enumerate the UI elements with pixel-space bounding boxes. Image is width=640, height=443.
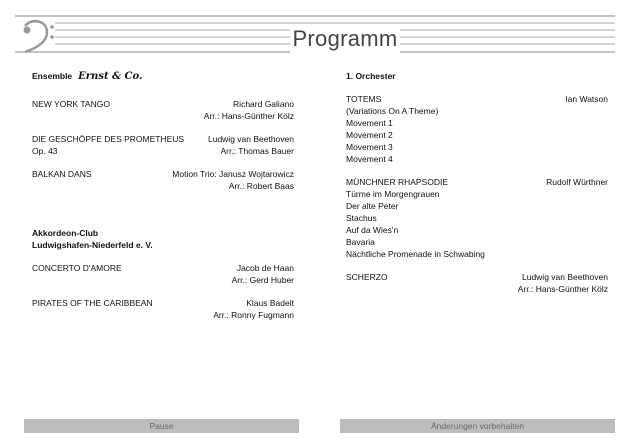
composer: Ludwig van Beethoven <box>207 134 294 144</box>
header-banner <box>15 14 615 54</box>
ensemble-name: Ernst & Co. <box>78 71 143 82</box>
composer: Richard Galiano <box>233 99 294 109</box>
movement: Türme im Morgengrauen <box>346 189 440 199</box>
composer: Jacob de Haan <box>236 263 294 273</box>
bass-clef-icon <box>17 16 57 54</box>
ensemble-label: Ensemble <box>32 71 73 81</box>
movement: Movement 3 <box>346 142 393 152</box>
arranger: Arr.: Ronny Fugmann <box>213 310 294 320</box>
arranger: Arr.: Hans-Günther Kölz <box>203 111 294 121</box>
piece-title: SCHERZO <box>346 272 388 282</box>
left-column <box>32 70 294 321</box>
program-item <box>32 133 294 157</box>
composer: Ian Watson <box>565 94 608 104</box>
arranger: Arr.: Hans-Günther Kölz <box>517 284 608 294</box>
program-item <box>32 297 294 321</box>
composer: Motion Trio: Janusz Wojtarowicz <box>172 169 294 179</box>
movement: Nächtliche Promenade in Schwabing <box>346 249 485 259</box>
piece-title: TOTEMS <box>346 94 382 104</box>
page-title: Programm <box>290 24 400 54</box>
ensemble-heading <box>32 70 294 83</box>
ensemble-heading: Ludwigshafen-Niederfeld e. V. <box>32 240 153 250</box>
arranger: Arr.: Gerd Huber <box>231 275 294 285</box>
program-item <box>32 98 294 122</box>
movement: Stachus <box>346 213 377 223</box>
movement: Bavaria <box>346 237 375 247</box>
piece-subtitle: Op. 43 <box>32 146 58 156</box>
movement: Der alte Peter <box>346 201 399 211</box>
piece-title: BALKAN DANS <box>32 169 92 179</box>
composer: Rudolf Würthner <box>546 177 608 187</box>
footer-pause: Pause <box>24 419 299 433</box>
program-item <box>346 271 608 295</box>
program-item <box>346 176 608 260</box>
piece-title: MÜNCHNER RHAPSODIE <box>346 177 449 187</box>
piece-title: PIRATES OF THE CARIBBEAN <box>32 298 153 308</box>
arranger: Arr.: Robert Baas <box>228 181 294 191</box>
program-item <box>346 93 608 165</box>
right-column <box>346 70 608 295</box>
composer: Klaus Badelt <box>246 298 294 308</box>
ensemble-heading: Akkordeon-Club <box>32 228 99 238</box>
movement: Movement 2 <box>346 130 393 140</box>
piece-title: CONCERTO D'AMORE <box>32 263 122 273</box>
composer: Ludwig van Beethoven <box>521 272 608 282</box>
program-item <box>32 168 294 192</box>
footer-changes-notice: Änderungen vorbehalten <box>340 419 615 433</box>
piece-title: NEW YORK TANGO <box>32 99 110 109</box>
movement: Movement 1 <box>346 118 393 128</box>
orchestra-heading: 1. Orchester <box>346 71 396 81</box>
movement: Auf da Wies'n <box>346 225 399 235</box>
arranger: Arr.: Thomas Bauer <box>220 146 294 156</box>
program-item <box>32 262 294 286</box>
movement: Movement 4 <box>346 154 393 164</box>
piece-title: DIE GESCHÖPFE DES PROMETHEUS <box>32 134 185 144</box>
movement: (Variations On A Theme) <box>346 106 439 116</box>
